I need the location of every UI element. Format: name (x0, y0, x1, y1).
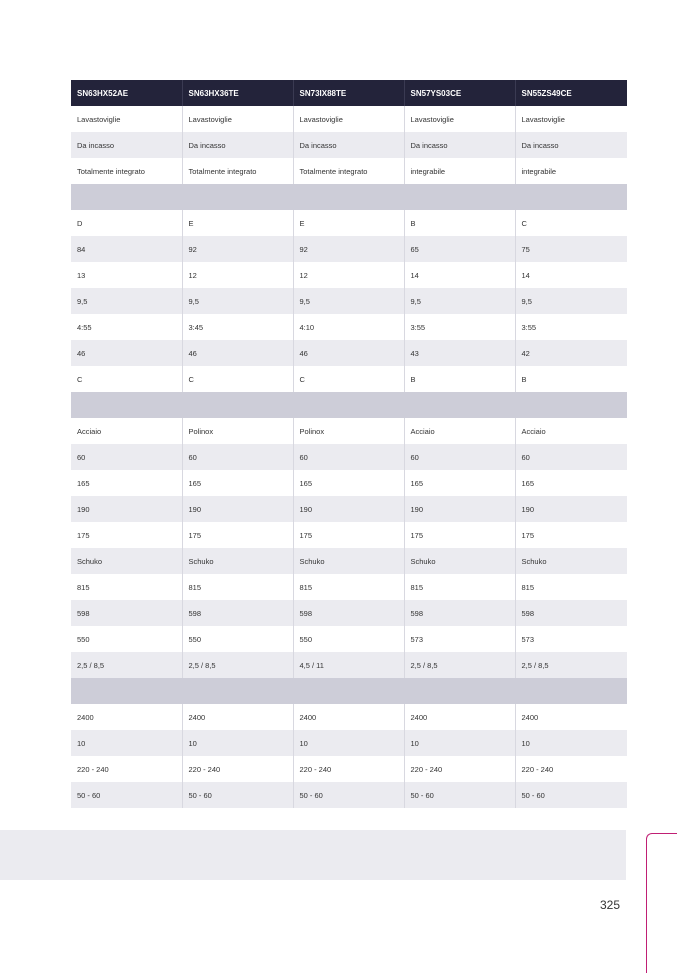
table-cell: 50 - 60 (404, 782, 515, 808)
table-cell: 4,5 / 11 (293, 652, 404, 678)
table-cell: 3:55 (515, 314, 627, 340)
table-cell: 75 (515, 236, 627, 262)
table-cell: 573 (404, 626, 515, 652)
table-cell: 46 (71, 340, 182, 366)
table-cell: B (404, 366, 515, 392)
section-divider-row (71, 184, 627, 210)
footer-band (0, 830, 626, 880)
table-row (71, 444, 627, 470)
table-cell: Lavastoviglie (293, 106, 404, 132)
table-cell: Schuko (71, 548, 182, 574)
table-cell: 550 (293, 626, 404, 652)
table-cell: 2400 (182, 704, 293, 730)
table-cell: integrabile (404, 158, 515, 184)
table-row (71, 314, 627, 340)
table-cell: 598 (182, 600, 293, 626)
table-cell: 2,5 / 8,5 (71, 652, 182, 678)
table-cell: Acciaio (71, 418, 182, 444)
table-cell: Polinox (293, 418, 404, 444)
table-row (71, 418, 627, 444)
table-row (71, 574, 627, 600)
table-row (71, 262, 627, 288)
table-row (71, 756, 627, 782)
table-cell: 2,5 / 8,5 (404, 652, 515, 678)
table-cell: 84 (71, 236, 182, 262)
page-number: 325 (599, 898, 620, 912)
table-cell: 50 - 60 (71, 782, 182, 808)
table-row (71, 626, 627, 652)
table-cell: 60 (404, 444, 515, 470)
table-cell: 573 (515, 626, 627, 652)
table-row (71, 704, 627, 730)
corner-tab-decoration (646, 833, 677, 973)
section-divider-cell (71, 678, 627, 704)
table-cell: 598 (515, 600, 627, 626)
table-cell: Lavastoviglie (404, 106, 515, 132)
table-cell: Schuko (182, 548, 293, 574)
table-cell: Da incasso (515, 132, 627, 158)
table-row (71, 548, 627, 574)
table-row (71, 236, 627, 262)
column-header-model: SN73IX88TE (293, 80, 404, 106)
section-divider-cell (71, 184, 627, 210)
table-cell: Da incasso (404, 132, 515, 158)
table-cell: 550 (182, 626, 293, 652)
table-cell: 9,5 (515, 288, 627, 314)
table-cell: C (71, 366, 182, 392)
table-cell: 598 (71, 600, 182, 626)
table-cell: 220 - 240 (404, 756, 515, 782)
table-cell: 550 (71, 626, 182, 652)
table-cell: Totalmente integrato (293, 158, 404, 184)
table-cell: 175 (293, 522, 404, 548)
table-cell: 12 (293, 262, 404, 288)
table-cell: 165 (71, 470, 182, 496)
table-cell: 815 (404, 574, 515, 600)
table-cell: 10 (293, 730, 404, 756)
column-header-model: SN57YS03CE (404, 80, 515, 106)
table-cell: 2,5 / 8,5 (182, 652, 293, 678)
table-cell: 165 (404, 470, 515, 496)
table-cell: Acciaio (515, 418, 627, 444)
table-row (71, 132, 627, 158)
table-cell: 92 (182, 236, 293, 262)
table-cell: 50 - 60 (293, 782, 404, 808)
table-cell: 220 - 240 (182, 756, 293, 782)
table-cell: 220 - 240 (515, 756, 627, 782)
table-cell: 42 (515, 340, 627, 366)
table-row (71, 730, 627, 756)
table-cell: Polinox (182, 418, 293, 444)
table-row (71, 470, 627, 496)
table-cell: Schuko (404, 548, 515, 574)
table-cell: 43 (404, 340, 515, 366)
table-cell: 815 (515, 574, 627, 600)
table-cell: 10 (71, 730, 182, 756)
table-cell: 46 (182, 340, 293, 366)
section-divider-row (71, 678, 627, 704)
table-cell: 10 (515, 730, 627, 756)
table-cell: 190 (515, 496, 627, 522)
table-body (71, 106, 627, 808)
table-cell: 190 (182, 496, 293, 522)
table-cell: B (404, 210, 515, 236)
table-cell: 4:55 (71, 314, 182, 340)
table-cell: 175 (182, 522, 293, 548)
table-cell: C (515, 210, 627, 236)
table-cell: 50 - 60 (515, 782, 627, 808)
table-cell: 14 (404, 262, 515, 288)
table-cell: 9,5 (404, 288, 515, 314)
table-cell: 4:10 (293, 314, 404, 340)
table-cell: Da incasso (293, 132, 404, 158)
table-cell: Lavastoviglie (71, 106, 182, 132)
table-cell: 175 (404, 522, 515, 548)
table-cell: 2400 (71, 704, 182, 730)
table-cell: 92 (293, 236, 404, 262)
table-row (71, 158, 627, 184)
table-cell: 598 (404, 600, 515, 626)
table-cell: Totalmente integrato (182, 158, 293, 184)
table-cell: Da incasso (71, 132, 182, 158)
table-cell: 10 (404, 730, 515, 756)
table-cell: C (293, 366, 404, 392)
section-divider-cell (71, 392, 627, 418)
table-row (71, 652, 627, 678)
table-cell: 60 (515, 444, 627, 470)
table-row (71, 210, 627, 236)
table-cell: 165 (293, 470, 404, 496)
table-cell: 14 (515, 262, 627, 288)
table-row (71, 600, 627, 626)
table-cell: 2,5 / 8,5 (515, 652, 627, 678)
column-header-model: SN63HX36TE (182, 80, 293, 106)
table-cell: 50 - 60 (182, 782, 293, 808)
table-cell: 165 (515, 470, 627, 496)
table-cell: 10 (182, 730, 293, 756)
table-row (71, 782, 627, 808)
table-cell: 815 (182, 574, 293, 600)
table-cell: 2400 (515, 704, 627, 730)
column-header-model: SN63HX52AE (71, 80, 182, 106)
table-cell: 165 (182, 470, 293, 496)
table-cell: 9,5 (293, 288, 404, 314)
table-cell: Da incasso (182, 132, 293, 158)
table-cell: Lavastoviglie (182, 106, 293, 132)
table-cell: 190 (71, 496, 182, 522)
table-cell: 60 (182, 444, 293, 470)
table-row (71, 522, 627, 548)
header-row (71, 80, 627, 106)
table-cell: Acciaio (404, 418, 515, 444)
table-row (71, 106, 627, 132)
table-cell: 9,5 (71, 288, 182, 314)
table-header (71, 80, 627, 106)
table-cell: 13 (71, 262, 182, 288)
table-cell: 60 (293, 444, 404, 470)
table-cell: 220 - 240 (71, 756, 182, 782)
table-cell: E (293, 210, 404, 236)
table-cell: Schuko (293, 548, 404, 574)
table-cell: 3:45 (182, 314, 293, 340)
table-cell: 12 (182, 262, 293, 288)
spec-table (71, 80, 627, 808)
table-cell: B (515, 366, 627, 392)
table-cell: 2400 (404, 704, 515, 730)
table-cell: integrabile (515, 158, 627, 184)
table-cell: 598 (293, 600, 404, 626)
table-cell: E (182, 210, 293, 236)
table-row (71, 366, 627, 392)
table-cell: 65 (404, 236, 515, 262)
table-row (71, 340, 627, 366)
table-cell: 9,5 (182, 288, 293, 314)
table-cell: Lavastoviglie (515, 106, 627, 132)
table-cell: Schuko (515, 548, 627, 574)
table-cell: 815 (293, 574, 404, 600)
table-cell: 190 (293, 496, 404, 522)
table-cell: C (182, 366, 293, 392)
table-cell: D (71, 210, 182, 236)
table-cell: 46 (293, 340, 404, 366)
table-cell: 60 (71, 444, 182, 470)
table-cell: Totalmente integrato (71, 158, 182, 184)
table-cell: 815 (71, 574, 182, 600)
table-row (71, 288, 627, 314)
table-cell: 175 (71, 522, 182, 548)
table-cell: 175 (515, 522, 627, 548)
section-divider-row (71, 392, 627, 418)
column-header-model: SN55ZS49CE (515, 80, 627, 106)
table-cell: 2400 (293, 704, 404, 730)
table-cell: 220 - 240 (293, 756, 404, 782)
table-row (71, 496, 627, 522)
table-cell: 3:55 (404, 314, 515, 340)
table-cell: 190 (404, 496, 515, 522)
